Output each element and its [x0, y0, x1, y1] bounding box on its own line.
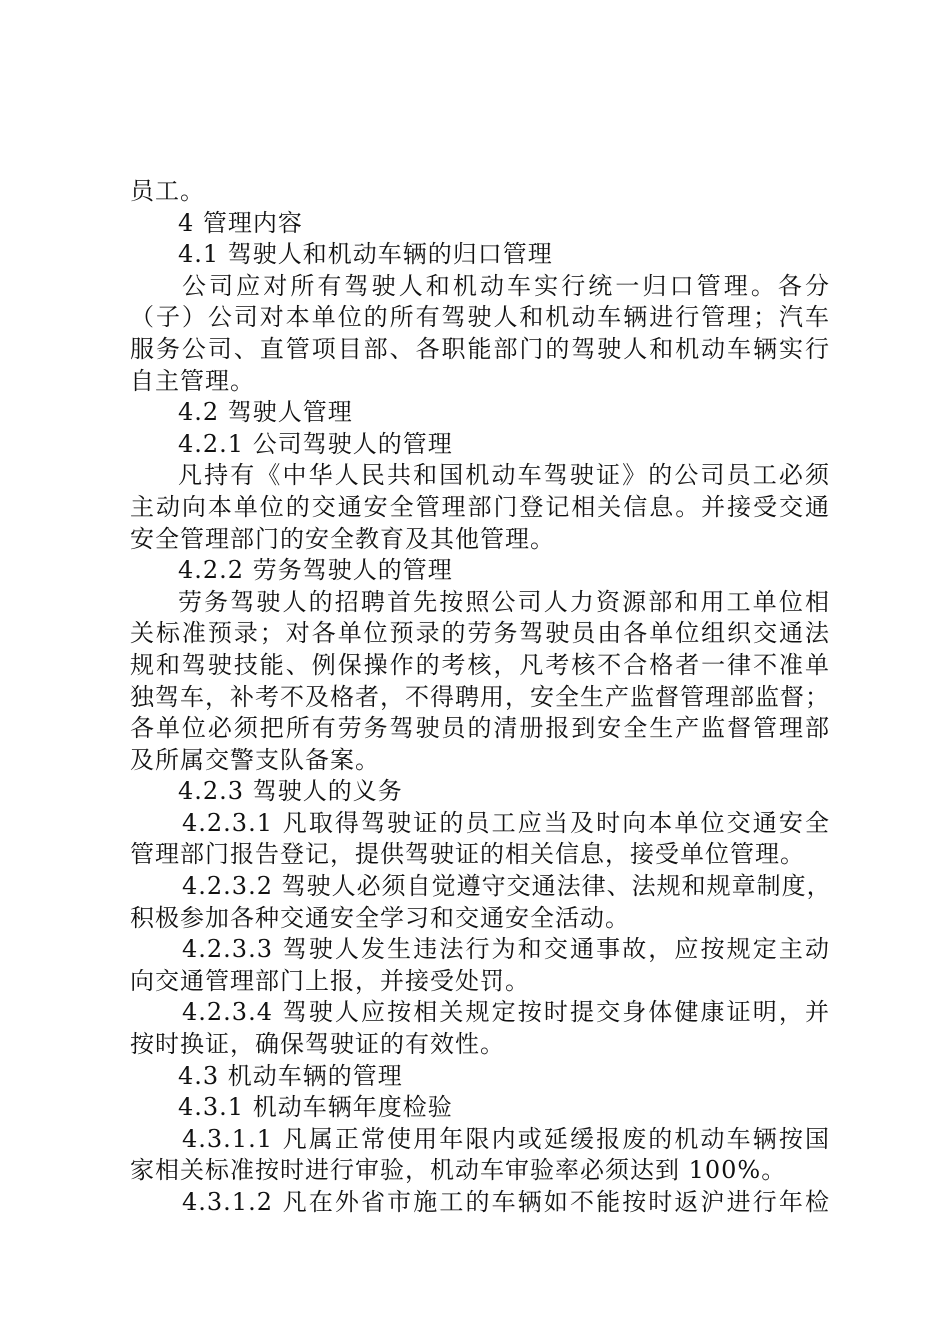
text-line: 公司应对所有驾驶人和机动车实行统一归口管理。各分: [182, 271, 830, 300]
text-line: 4.2.3.4 驾驶人应按相关规定按时提交身体健康证明，并: [182, 998, 830, 1027]
text-line: 4.2.3.1 凡取得驾驶证的员工应当及时向本单位交通安全: [182, 808, 830, 837]
text-line: 各单位必须把所有劳务驾驶员的清册报到安全生产监督管理部: [130, 714, 830, 743]
text-line: 4 管理内容: [178, 208, 303, 237]
text-line: 4.2 驾驶人管理: [178, 398, 353, 427]
text-line: 安全管理部门的安全教育及其他管理。: [130, 524, 555, 553]
text-line: 4.3.1.2 凡在外省市施工的车辆如不能按时返沪进行年检: [182, 1188, 830, 1216]
text-line: 4.3.1.1 凡属正常使用年限内或延缓报废的机动车辆按国: [182, 1124, 830, 1153]
text-line: 积极参加各种交通安全学习和交通安全活动。: [130, 903, 630, 932]
text-line: 4.3.1 机动车辆年度检验: [178, 1093, 453, 1122]
text-line: 关标准预录；对各单位预录的劳务驾驶员由各单位组织交通法: [130, 619, 830, 648]
text-line: 4.2.2 劳务驾驶人的管理: [178, 556, 453, 585]
text-line: 管理部门报告登记，提供驾驶证的相关信息，接受单位管理。: [130, 840, 805, 869]
text-line: 主动向本单位的交通安全管理部门登记相关信息。并接受交通: [130, 492, 830, 521]
text-line: 及所属交警支队备案。: [130, 745, 380, 774]
document-body: [130, 176, 830, 1219]
text-line: 4.1 驾驶人和机动车辆的归口管理: [178, 240, 553, 269]
text-line: 向交通管理部门上报，并接受处罚。: [130, 966, 530, 995]
text-line: 4.2.3.3 驾驶人发生违法行为和交通事故，应按规定主动: [182, 935, 830, 964]
text-line: 家相关标准按时进行审验，机动车审验率必须达到 100%。: [130, 1156, 787, 1185]
text-line: 按时换证，确保驾驶证的有效性。: [130, 1030, 505, 1059]
text-line: 4.3 机动车辆的管理: [178, 1061, 403, 1090]
text-line: 独驾车，补考不及格者，不得聘用，安全生产监督管理部监督；: [130, 682, 830, 711]
text-line: 4.2.3 驾驶人的义务: [178, 777, 403, 806]
text-line: 4.2.3.2 驾驶人必须自觉遵守交通法律、法规和规章制度，: [182, 872, 832, 901]
text-line: （子）公司对本单位的所有驾驶人和机动车辆进行管理；汽车: [130, 303, 830, 332]
text-line: 劳务驾驶人的招聘首先按照公司人力资源部和用工单位相: [178, 587, 830, 616]
text-line: 规和驾驶技能、例保操作的考核，凡考核不合格者一律不准单: [130, 650, 830, 679]
text-line: 4.2.1 公司驾驶人的管理: [178, 429, 453, 458]
text-line: 凡持有《中华人民共和国机动车驾驶证》的公司员工必须: [178, 461, 830, 490]
text-line: 自主管理。: [130, 366, 255, 395]
text-line: 员工。: [130, 177, 205, 205]
text-line: 服务公司、直管项目部、各职能部门的驾驶人和机动车辆实行: [130, 334, 830, 363]
